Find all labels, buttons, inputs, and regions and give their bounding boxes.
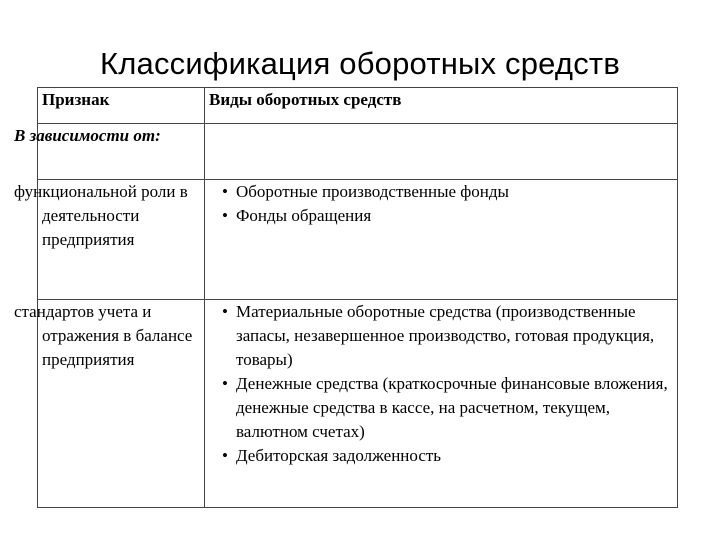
list-item: • Дебиторская задолженность — [209, 444, 673, 468]
list-item: • Материальные оборотные средства (производственные запасы, незавершенное производство, готовая продукция, товары) — [209, 300, 673, 372]
list-item: • Денежные средства (краткосрочные финансовые вложения, денежные средства в кассе, на расчетном, текущем, валютном счетах) — [209, 372, 673, 444]
types-cell — [205, 180, 678, 300]
list-item: • Оборотные производственные фонды — [209, 180, 673, 204]
types-list — [209, 300, 673, 468]
dependency-row — [38, 124, 678, 180]
list-item: • Фонды обращения — [209, 204, 673, 228]
header-criterion: Признак — [38, 88, 205, 124]
header-types: Виды оборотных средств — [205, 88, 678, 124]
dependency-label: В зависимости от: — [38, 124, 205, 180]
empty-cell — [205, 124, 678, 180]
classification-table — [14, 87, 678, 508]
table-row — [38, 300, 678, 508]
criterion-cell: функциональной роли в деятельности предприятия — [38, 180, 205, 300]
table-row — [38, 180, 678, 300]
types-list — [209, 180, 673, 228]
page-title: Классификация оборотных средств — [100, 46, 620, 81]
types-cell — [205, 300, 678, 508]
table-header-row — [38, 88, 678, 124]
criterion-cell: стандартов учета и отражения в балансе предприятия — [38, 300, 205, 508]
